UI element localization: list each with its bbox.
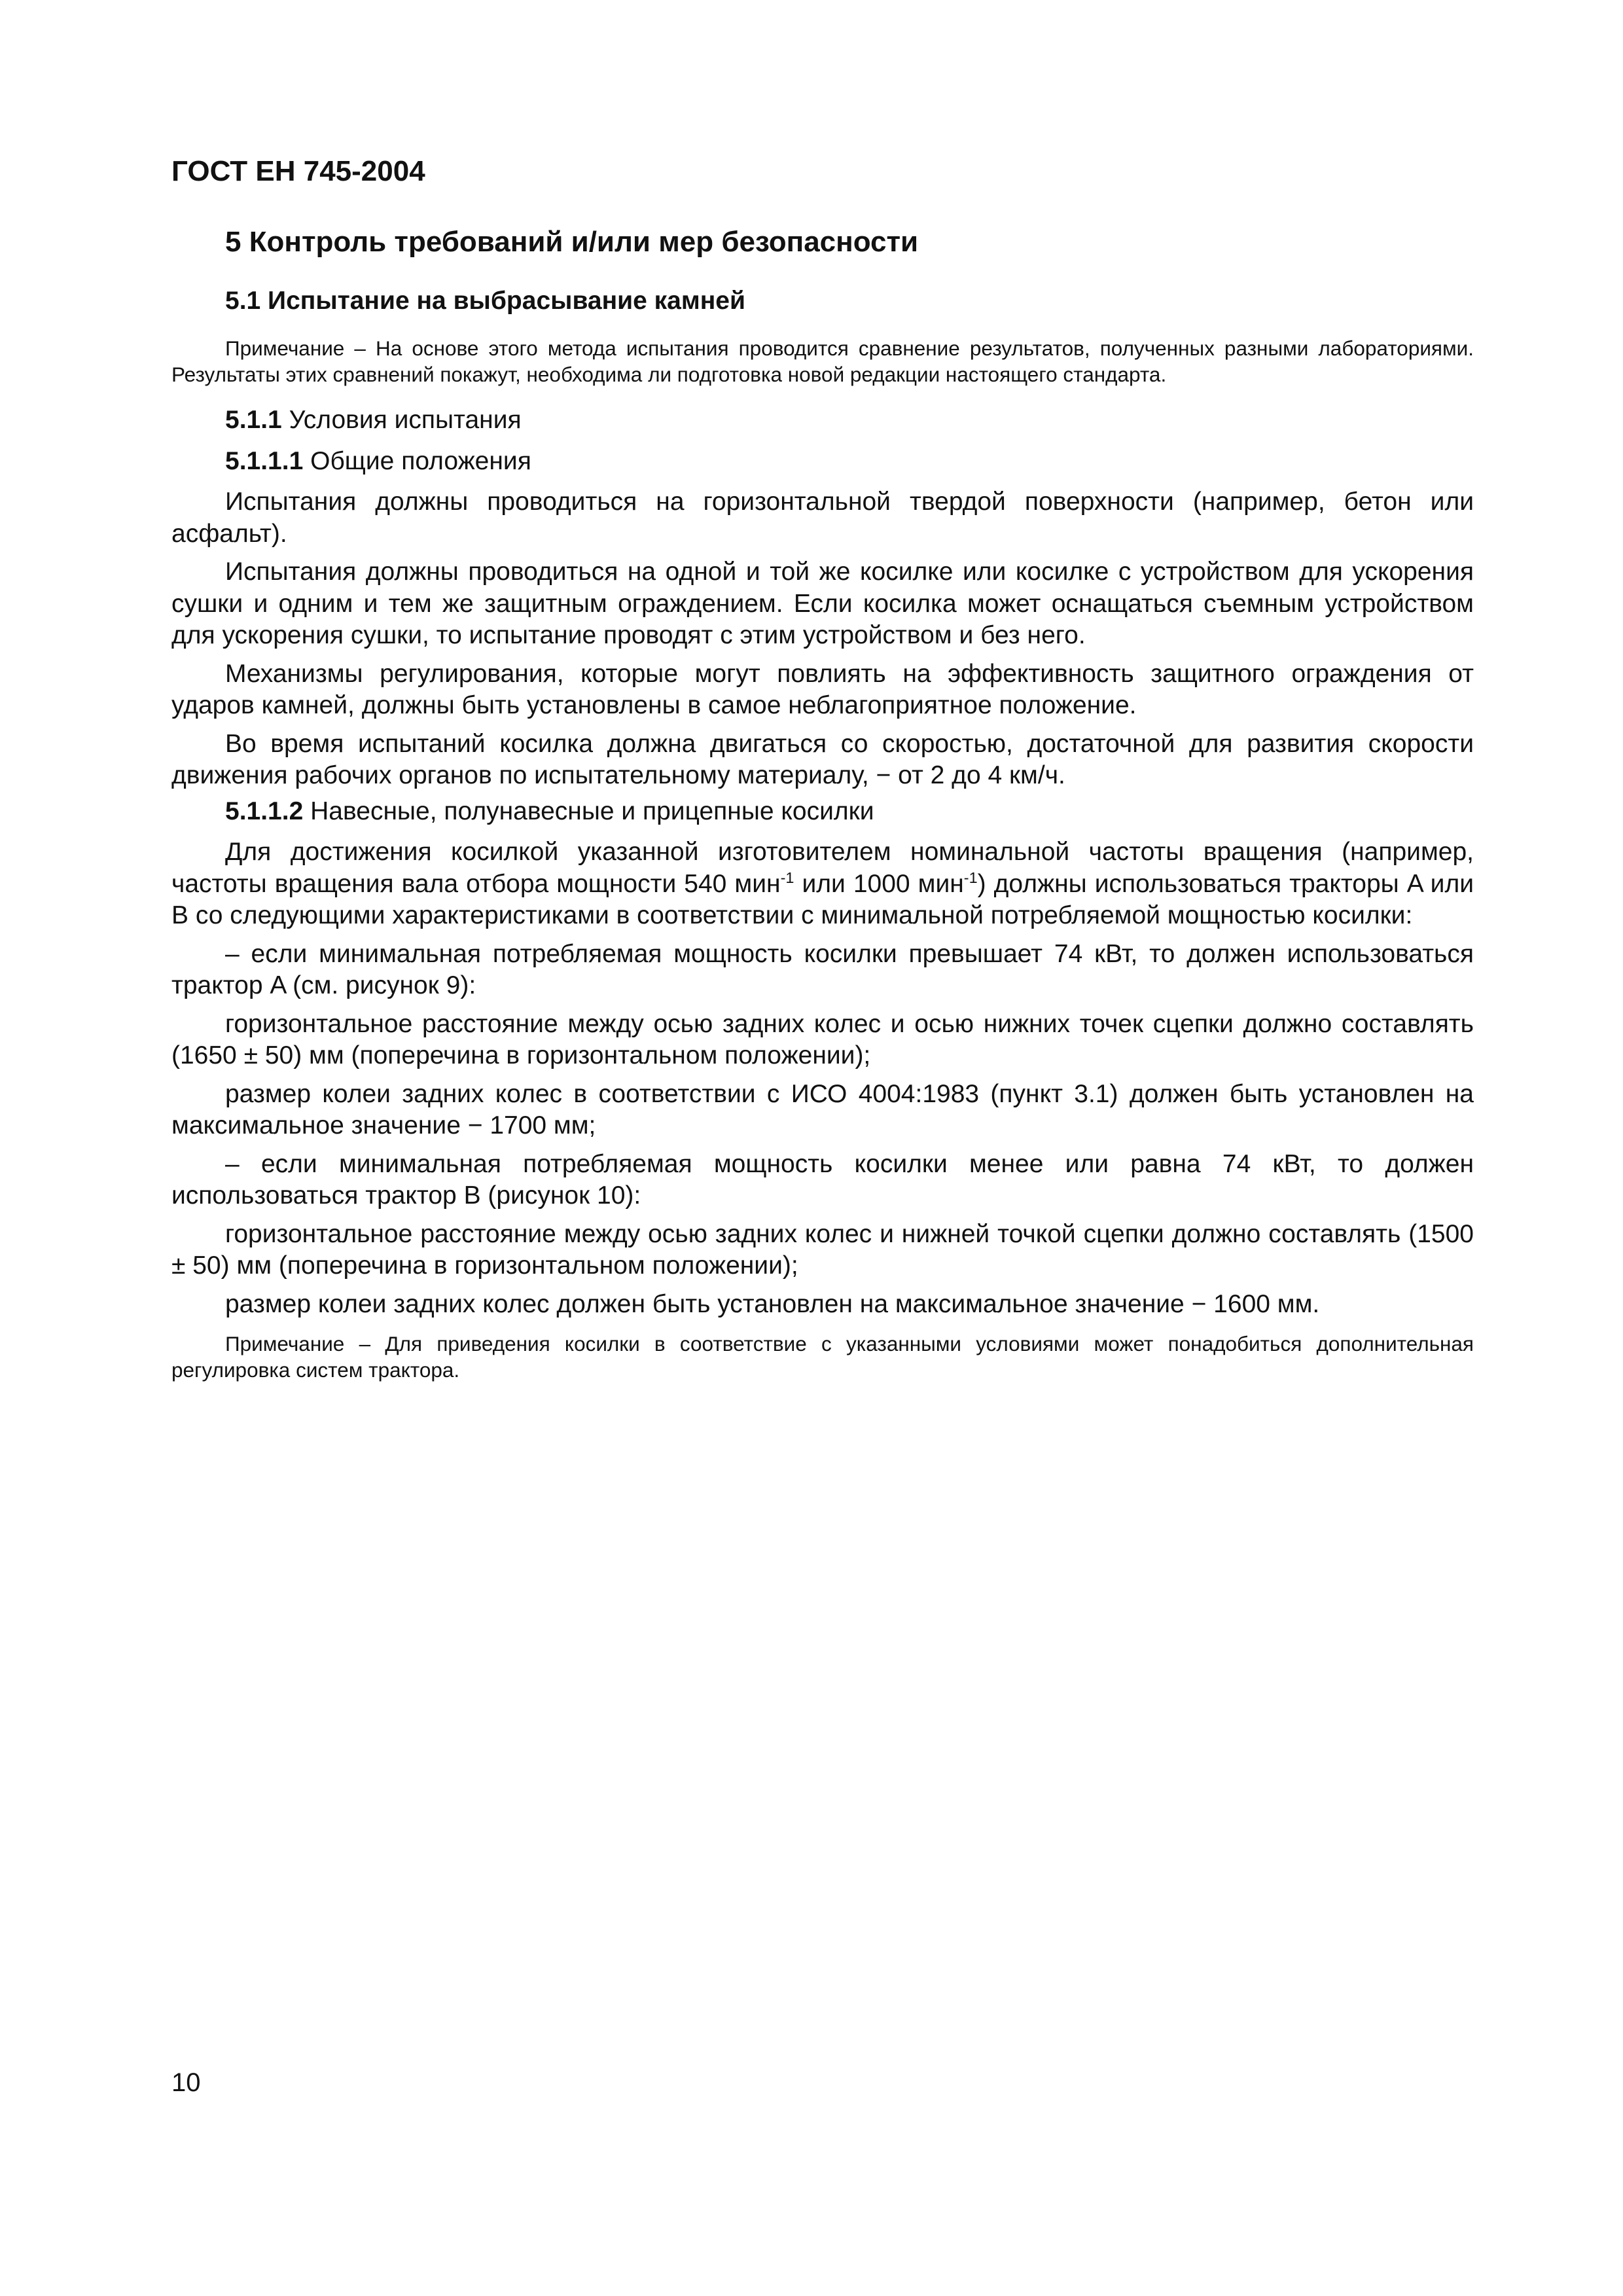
paragraph: Испытания должны проводиться на горизонтальной твердой поверхности (например, бетон или асфальт). [171,488,1474,548]
superscript: -1 [780,869,794,886]
clause-5-1-1-1 [225,446,1474,478]
clause-5-1-1-2 [225,796,1474,828]
text-segment: или 1000 мин [794,869,964,898]
paragraph: размер колеи задних колес в соответствии с ИСО 4004:1983 (пункт 3.1) должен быть установлен на максимальное значение − 1700 мм; [171,1079,1474,1139]
document-id: ГОСТ ЕН 745-2004 [171,155,425,187]
text-segment: ) должны использоваться тракторы A или B со следующими характеристиками в соответствии с минимальной потребляемой мощностью косилки: [171,869,1474,929]
section-title: 5 Контроль требований и/или мер безопасности [225,226,919,258]
clause-number: 5.1.1 [225,406,282,434]
paragraph: горизонтальное расстояние между осью задних колес и осью нижних точек сцепки должно составлять (1650 ± 50) мм (поперечина в горизонтальном положении); [171,1009,1474,1069]
paragraph: размер колеи задних колес должен быть установлен на максимальное значение − 1600 мм. [225,1289,1320,1318]
clause-title: Общие положения [310,446,531,475]
paragraph: Испытания должны проводиться на одной и той же косилке или косилке с устройством для ускорения сушки и одним и тем же защитным ограждением. Если косилка может оснащаться съемным устройством для ускорения сушки, то испытание проводят с этим устройством и без него. [171,558,1474,649]
clause-5-1-1 [225,404,1474,437]
list-item: – если минимальная потребляемая мощность косилки превышает 74 кВт, то должен использоваться трактор A (см. рисунок 9): [171,939,1474,999]
page-number: 10 [171,2068,201,2097]
list-item: – если минимальная потребляемая мощность косилки менее или равна 74 кВт, то должен использоваться трактор B (рисунок 10): [171,1149,1474,1210]
clause-number: 5.1.1.2 [225,797,304,825]
paragraph: Во время испытаний косилка должна двигаться со скоростью, достаточной для развития скорости движения рабочих органов по испытательному материалу, − от 2 до 4 км/ч. [171,729,1474,789]
paragraph: горизонтальное расстояние между осью задних колес и нижней точкой сцепки должно составлять (1500 ± 50) мм (поперечина в горизонтальном положении); [171,1219,1474,1280]
paragraph: Механизмы регулирования, которые могут повлиять на эффективность защитного ограждения от ударов камней, должны быть установлены в самое неблагоприятное положение. [171,659,1474,719]
document-body [171,223,1474,1400]
subsection-title: 5.1 Испытание на выбрасывание камней [225,287,745,315]
clause-title: Условия испытания [289,406,522,434]
clause-number: 5.1.1.1 [225,446,304,475]
clause-title: Навесные, полунавесные и прицепные косилки [310,797,874,825]
superscript: -1 [963,869,978,886]
note-paragraph: Примечание – На основе этого метода испытания проводится сравнение результатов, полученных разными лабораториями. Результаты этих сравнений покажут, необходима ли подготовка новой редакции настоящего стандарта. [171,336,1474,386]
text-segment: Для достижения косилкой указанной изготовителем номинальной частоты вращения (например, частоты вращения вала отбора мощности 540 мин [171,838,1474,898]
paragraph-power-requirements [171,836,1474,932]
note-paragraph: Примечание – Для приведения косилки в соответствие с указанными условиями может понадобиться дополнительная регулировка систем трактора. [171,1332,1474,1382]
